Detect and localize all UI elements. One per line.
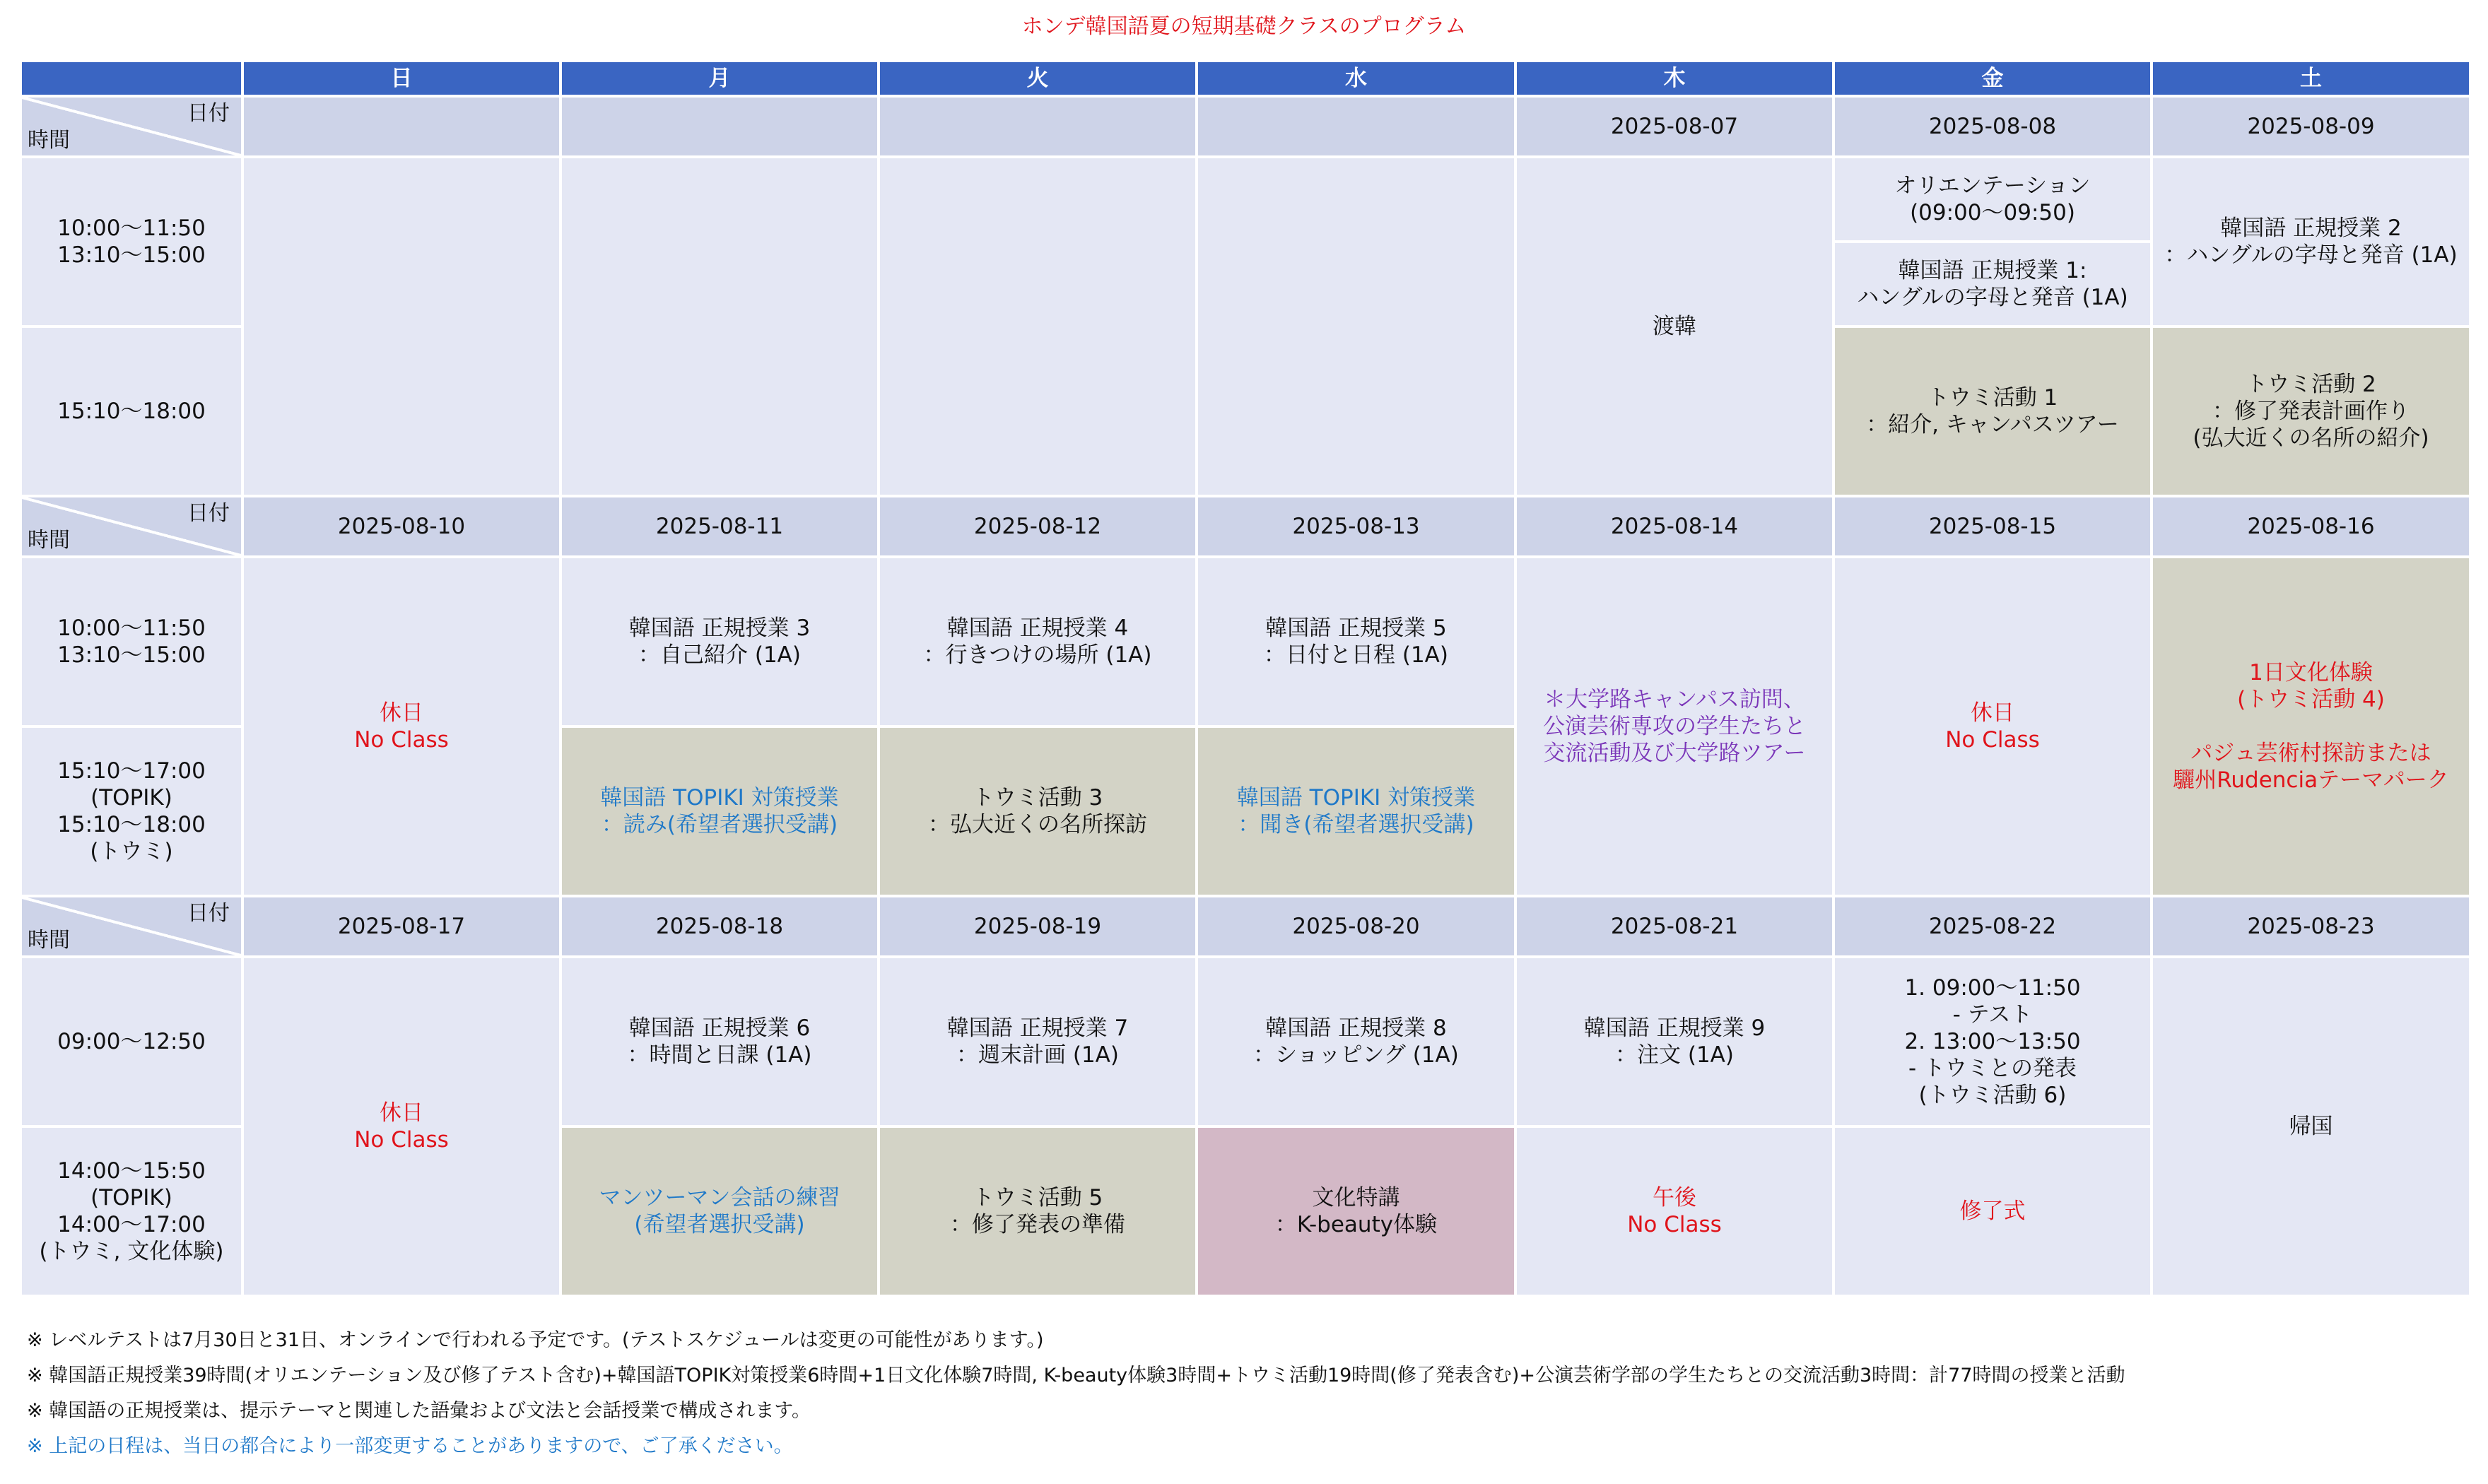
header-blank [20,61,242,96]
empty-cell [879,157,1197,496]
test-cell [1833,957,2152,1126]
time-slot [20,1126,242,1296]
note-level-test: ※ レベルテストは7月30日と31日、オンラインで行われる予定です。(テストスケジュールは変更の可能性があります。) [27,1329,1044,1351]
cell-text-line: 1日文化体験 [2249,660,2373,685]
cell-text-line: - トウミとの発表 [1908,1056,2077,1081]
date-cell [561,96,879,157]
date-cell: 2025-08-22 [1833,896,2152,957]
weekday-header-row [20,61,2470,96]
empty-cell [561,157,879,496]
cell-text-line: (09:00～09:50) [1910,200,2075,225]
cell-text-line: 韓国語 正規授業 2 [2220,216,2402,241]
class-cell [879,957,1197,1126]
empty-cell [1197,157,1515,496]
cell-text-line: 午後 [1653,1185,1696,1211]
holiday-cell [242,957,561,1296]
date-cell: 2025-08-23 [2152,896,2470,957]
time-slot [20,726,242,896]
cell-text-line: (トウミ, 文化体験) [39,1239,224,1264]
corner-cell [20,496,242,557]
cell-text-line: No Class [354,727,449,753]
activity-cell [879,1126,1197,1296]
date-cell [242,96,561,157]
culture-day-cell [2152,557,2470,896]
cell-text-line: トウミ活動 2 [2246,372,2376,397]
class-cell [561,957,879,1126]
activity-cell [879,726,1197,896]
class-cell [1833,242,2152,326]
cell-text-line: 09:00～12:50 [57,1029,206,1054]
date-cell: 2025-08-21 [1515,896,1833,957]
header-fri: 金 [1833,61,2152,96]
note-class-content: ※ 韓国語の正規授業は、提示テーマと関連した語彙および文法と会話授業で構成されます。 [27,1400,811,1422]
cell-text-line [2157,713,2465,740]
time-slot [20,957,242,1126]
cell-text-line: 14:00～17:00 [57,1212,206,1237]
corner-cell [20,896,242,957]
time-slot [20,326,242,496]
cell-text-line: 修了式 [1959,1199,2026,1224]
date-cell: 2025-08-10 [242,496,561,557]
departure-cell [2152,957,2470,1296]
date-cell: 2025-08-12 [879,496,1197,557]
cell-text-line: 休日 [1971,700,2014,726]
cell-text-line: - テスト [1952,1002,2033,1027]
cell-text-line: (希望者選択受講) [634,1212,805,1237]
header-thu: 木 [1515,61,1833,96]
campus-visit-cell [1515,557,1833,896]
kbeauty-cell [1197,1126,1515,1296]
date-cell: 2025-08-18 [561,896,879,957]
cell-text-line: 2. 13:00～13:50 [1904,1029,2081,1054]
class-cell [1515,957,1833,1126]
arrival-cell [1515,157,1833,496]
cell-text-line: 韓国語 正規授業 5 [1265,616,1447,641]
date-cell: 2025-08-08 [1833,96,2152,157]
class-cell [2152,157,2470,326]
corner-time-label: 時間 [28,528,70,553]
cell-text-line: (トウミ活動 4) [2237,687,2385,712]
cell-text-line: ：読み(希望者選択受講) [601,812,838,837]
cell-text-line: ：ハングルの字母と発音 (1A) [2164,242,2458,268]
corner-time-label: 時間 [28,928,70,953]
class-cell [561,557,879,726]
cell-text-line: 韓国語 正規授業 7 [946,1015,1129,1041]
cell-text-line: 驪州Rudenciaテーマパーク [2173,767,2449,793]
cell-text-line: 15:10～18:00 [57,399,206,424]
note-schedule-change: ※ 上記の日程は、当日の都合により一部変更することがありますので、ご了承ください。 [27,1435,793,1457]
cell-text-line: No Class [1945,727,2040,753]
cell-text-line: ：聞き(希望者選択受講) [1238,812,1474,837]
topik-class-cell [561,726,879,896]
header-wed: 水 [1197,61,1515,96]
cell-text-line: (TOPIK) [90,1185,172,1211]
cell-text-line: ：修了発表の準備 [950,1212,1125,1237]
holiday-cell [1833,557,2152,896]
cell-text-line: 1. 09:00～11:50 [1904,975,2081,1001]
cell-text-line: (TOPIK) [90,785,172,811]
date-cell: 2025-08-16 [2152,496,2470,557]
date-cell: 2025-08-09 [2152,96,2470,157]
cell-text-line: 韓国語 正規授業 4 [946,616,1129,641]
cell-text-line: 渡韓 [1653,314,1696,339]
cell-text-line: ：注文 (1A) [1615,1042,1734,1068]
holiday-cell [242,557,561,896]
cell-text-line: ：時間と日課 (1A) [627,1042,812,1068]
date-cell: 2025-08-11 [561,496,879,557]
corner-time-label: 時間 [28,128,70,153]
cell-text-line: オリエンテーション [1894,173,2091,199]
cell-text-line: 韓国語 正規授業 3 [628,616,811,641]
corner-cell [20,96,242,157]
time-slot [20,557,242,726]
cell-text-line: ：紹介, キャンパスツアー [1866,412,2119,437]
header-tue: 火 [879,61,1197,96]
date-cell: 2025-08-20 [1197,896,1515,957]
cell-text-line: ：日付と日程 (1A) [1264,642,1448,668]
date-cell [879,96,1197,157]
cell-text-line: トウミ活動 3 [972,785,1103,811]
conversation-practice-cell [561,1126,879,1296]
page-title: ホンデ韓国語夏の短期基礎クラスのプログラム [1021,14,1467,39]
date-cell: 2025-08-19 [879,896,1197,957]
cell-text-line: 15:10～17:00 [57,758,206,784]
schedule-table [19,59,2472,1297]
date-cell: 2025-08-13 [1197,496,1515,557]
cell-text-line: (トウミ) [90,839,173,864]
cell-text-line: 韓国語 正規授業 9 [1583,1015,1766,1041]
cell-text-line: 10:00～11:50 [57,216,206,241]
cell-text-line: マンツーマン会話の練習 [599,1185,840,1211]
cell-text-line: ：ショッピング (1A) [1253,1042,1459,1068]
cell-text-line: ：弘大近くの名所探訪 [928,812,1147,837]
cell-text-line: No Class [1627,1212,1722,1237]
cell-text-line: ：行きつけの場所 (1A) [923,642,1152,668]
cell-text-line: ＊大学路キャンパス訪問、 [1544,687,1805,712]
no-class-cell [1515,1126,1833,1296]
week3-date-row [20,896,2470,957]
cell-text-line: 休日 [380,1100,423,1126]
date-cell: 2025-08-15 [1833,496,2152,557]
cell-text-line: 14:00～15:50 [57,1158,206,1184]
cell-text-line: トウミ活動 1 [1927,385,2058,411]
week1-date-row [20,96,2470,157]
cell-text-line: 休日 [380,700,423,726]
activity-cell [2152,326,2470,496]
week2-date-row [20,496,2470,557]
topik-class-cell [1197,726,1515,896]
class-cell [1197,557,1515,726]
cell-text-line: ：自己紹介 (1A) [638,642,801,668]
date-cell: 2025-08-14 [1515,496,1833,557]
class-cell [1197,957,1515,1126]
cell-text-line: 公演芸術専攻の学生たちと [1543,714,1806,739]
cell-text-line: ハングルの字母と発音 (1A) [1857,285,2128,310]
header-sun: 日 [242,61,561,96]
cell-text-line: ：K-beauty体験 [1274,1212,1438,1237]
cell-text-line: パジュ芸術村探訪または [2190,741,2431,766]
cell-text-line: 帰国 [2289,1114,2333,1139]
empty-cell [242,157,561,496]
cell-text-line: (トウミ活動 6) [1918,1083,2067,1108]
cell-text-line: 韓国語 TOPIKⅠ 対策授業 [600,785,839,811]
note-hours: ※ 韓国語正規授業39時間(オリエンテーション及び修了テスト含む)+韓国語TOPIK対策授業6時間+1日文化体験7時間, K-beauty体験3時間+トウミ活動19時間(修了発表含む)+公演芸術学部の学生たちとの交流活動3時間：計77時間の授業と活動 [27,1365,2125,1386]
class-cell [879,557,1197,726]
time-slot [20,157,242,326]
cell-text-line: (弘大近くの名所の紹介) [2193,425,2429,451]
cell-text-line: 韓国語 正規授業 6 [628,1015,811,1041]
cell-text-line: 15:10～18:00 [57,812,206,837]
cell-text-line: 韓国語 正規授業 8 [1265,1015,1447,1041]
date-cell: 2025-08-07 [1515,96,1833,157]
cell-text-line: 韓国語 正規授業 1: [1898,258,2087,283]
orientation-cell [1833,157,2152,242]
cell-text-line: 交流活動及び大学路ツアー [1543,741,1806,766]
cell-text-line: 文化特講 [1312,1185,1400,1211]
cell-text-line: No Class [354,1127,449,1153]
cell-text-line: 韓国語 TOPIKⅠ 対策授業 [1236,785,1476,811]
date-cell [1197,96,1515,157]
graduation-cell [1833,1126,2152,1296]
cell-text-line: 13:10～15:00 [57,242,206,268]
corner-date-label: 日付 [187,901,230,926]
corner-date-label: 日付 [187,101,230,126]
cell-text-line: 10:00～11:50 [57,616,206,641]
cell-text-line: 13:10～15:00 [57,642,206,668]
date-cell: 2025-08-17 [242,896,561,957]
header-mon: 月 [561,61,879,96]
cell-text-line: ：週末計画 (1A) [956,1042,1119,1068]
activity-cell [1833,326,2152,496]
notes-section [27,1323,2125,1464]
cell-text-line: トウミ活動 5 [972,1185,1103,1211]
cell-text-line: ：修了発表計画作り [2212,399,2410,424]
header-sat: 土 [2152,61,2470,96]
corner-date-label: 日付 [187,501,230,526]
